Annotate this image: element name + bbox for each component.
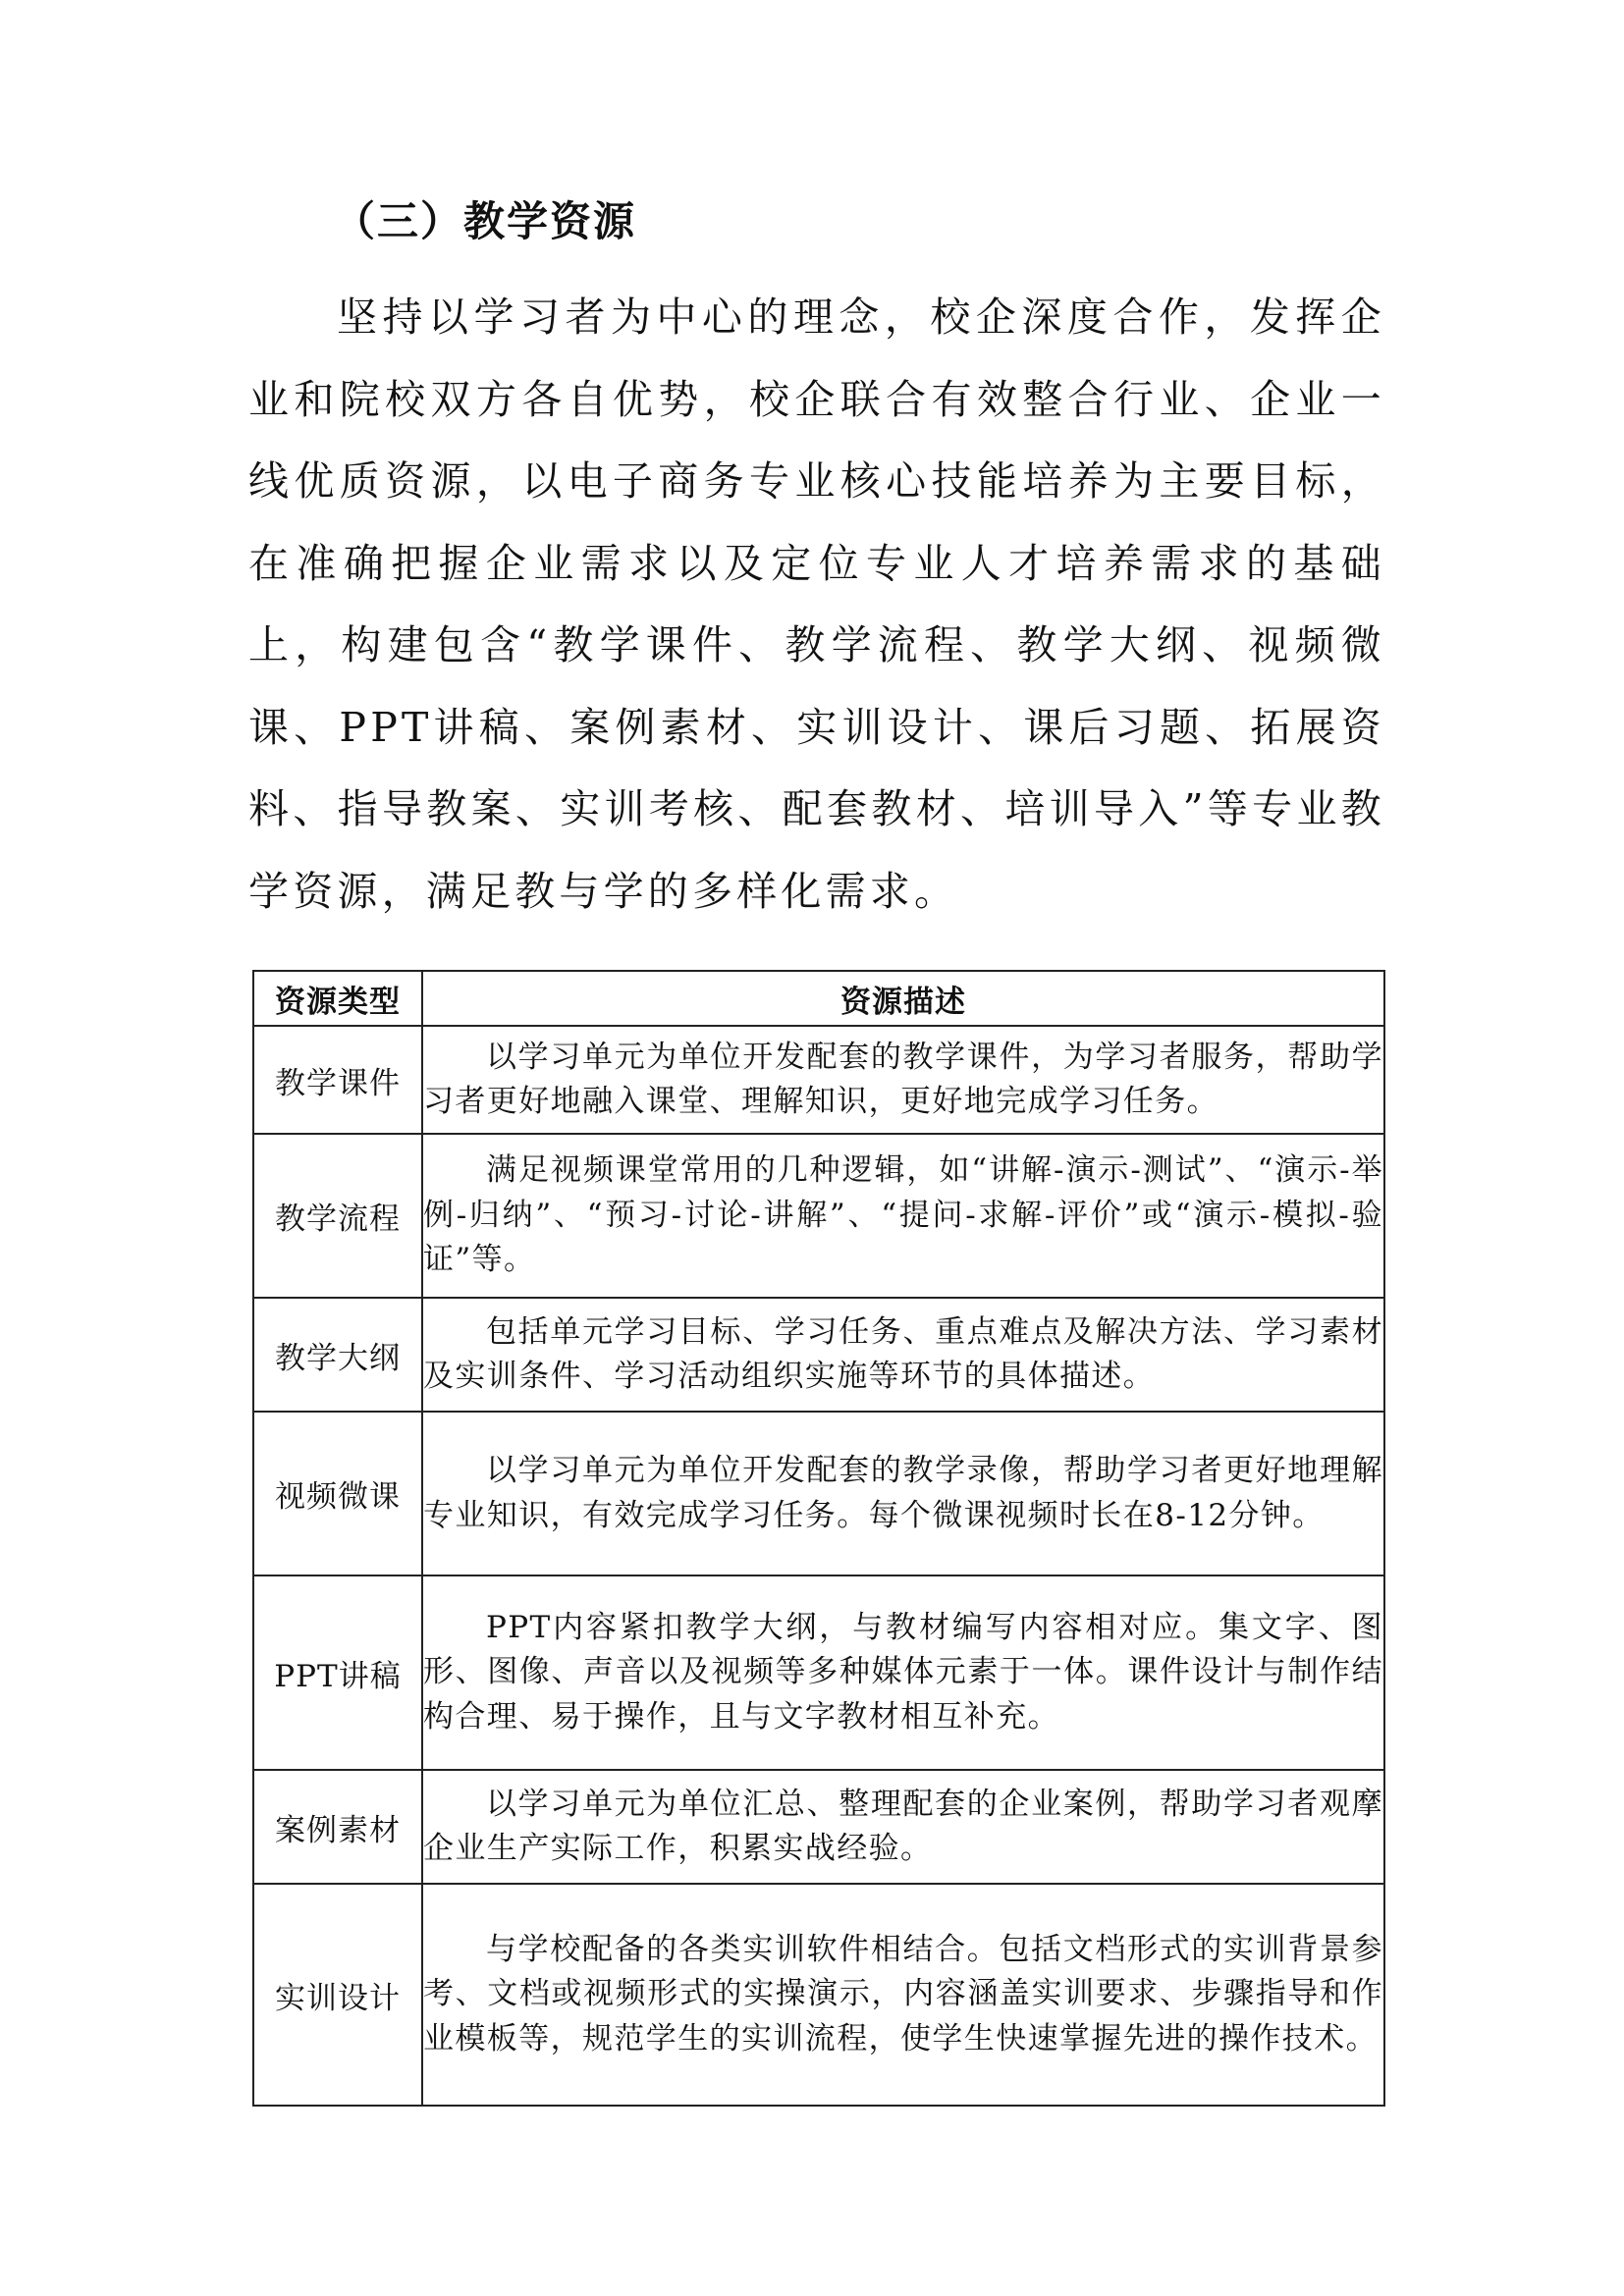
- table-row: [253, 1298, 1384, 1412]
- resource-type-cell: 案例素材: [253, 1770, 422, 1884]
- header-resource-type: 资源类型: [253, 971, 422, 1026]
- resource-type-cell: 教学流程: [253, 1134, 422, 1298]
- resource-description-cell: 满足视频课堂常用的几种逻辑，如“讲解-演示-测试”、“演示-举例-归纳”、“预习-讨论-讲解”、“提问-求解-评价”或“演示-模拟-验证”等。: [422, 1134, 1384, 1298]
- header-resource-description: 资源描述: [422, 971, 1384, 1026]
- table-row: [253, 1770, 1384, 1884]
- resource-description-cell: PPT内容紧扣教学大纲，与教材编写内容相对应。集文字、图形、图像、声音以及视频等多种媒体元素于一体。课件设计与制作结构合理、易于操作，且与文字教材相互补充。: [422, 1575, 1384, 1770]
- table-row: [253, 1026, 1384, 1134]
- section-heading: （三）教学资源: [334, 197, 637, 245]
- resource-description-cell: 以学习单元为单位开发配套的教学课件，为学习者服务，帮助学习者更好地融入课堂、理解知识，更好地完成学习任务。: [422, 1026, 1384, 1134]
- resource-type-cell: 教学大纲: [253, 1298, 422, 1412]
- table-row: [253, 1884, 1384, 2106]
- table-row: [253, 1575, 1384, 1770]
- resource-type-cell: 教学课件: [253, 1026, 422, 1134]
- resource-type-cell: 实训设计: [253, 1884, 422, 2106]
- resource-description-cell: 包括单元学习目标、学习任务、重点难点及解决方法、学习素材及实训条件、学习活动组织实施等环节的具体描述。: [422, 1298, 1384, 1412]
- resource-table: [252, 970, 1385, 2107]
- resource-description-cell: 以学习单元为单位开发配套的教学录像，帮助学习者更好地理解专业知识，有效完成学习任务。每个微课视频时长在8-12分钟。: [422, 1412, 1384, 1575]
- resource-description-cell: 与学校配备的各类实训软件相结合。包括文档形式的实训背景参考、文档或视频形式的实操演示，内容涵盖实训要求、步骤指导和作业模板等，规范学生的实训流程，使学生快速掌握先进的操作技术。: [422, 1884, 1384, 2106]
- table-header-row: [253, 971, 1384, 1026]
- resource-type-cell: PPT讲稿: [253, 1575, 422, 1770]
- table-row: [253, 1134, 1384, 1298]
- intro-paragraph: 坚持以学习者为中心的理念，校企深度合作，发挥企业和院校双方各自优势，校企联合有效整合行业、企业一线优质资源，以电子商务专业核心技能培养为主要目标，在准确把握企业需求以及定位专业人才培养需求的基础上，构建包含“教学课件、教学流程、教学大纲、视频微课、PPT讲稿、案例素材、实训设计、课后习题、拓展资料、指导教案、实训考核、配套教材、培训导入”等专业教学资源，满足教与学的多样化需求。: [248, 294, 1385, 915]
- table-row: [253, 1412, 1384, 1575]
- resource-type-cell: 视频微课: [253, 1412, 422, 1575]
- resource-description-cell: 以学习单元为单位汇总、整理配套的企业案例，帮助学习者观摩企业生产实际工作，积累实战经验。: [422, 1770, 1384, 1884]
